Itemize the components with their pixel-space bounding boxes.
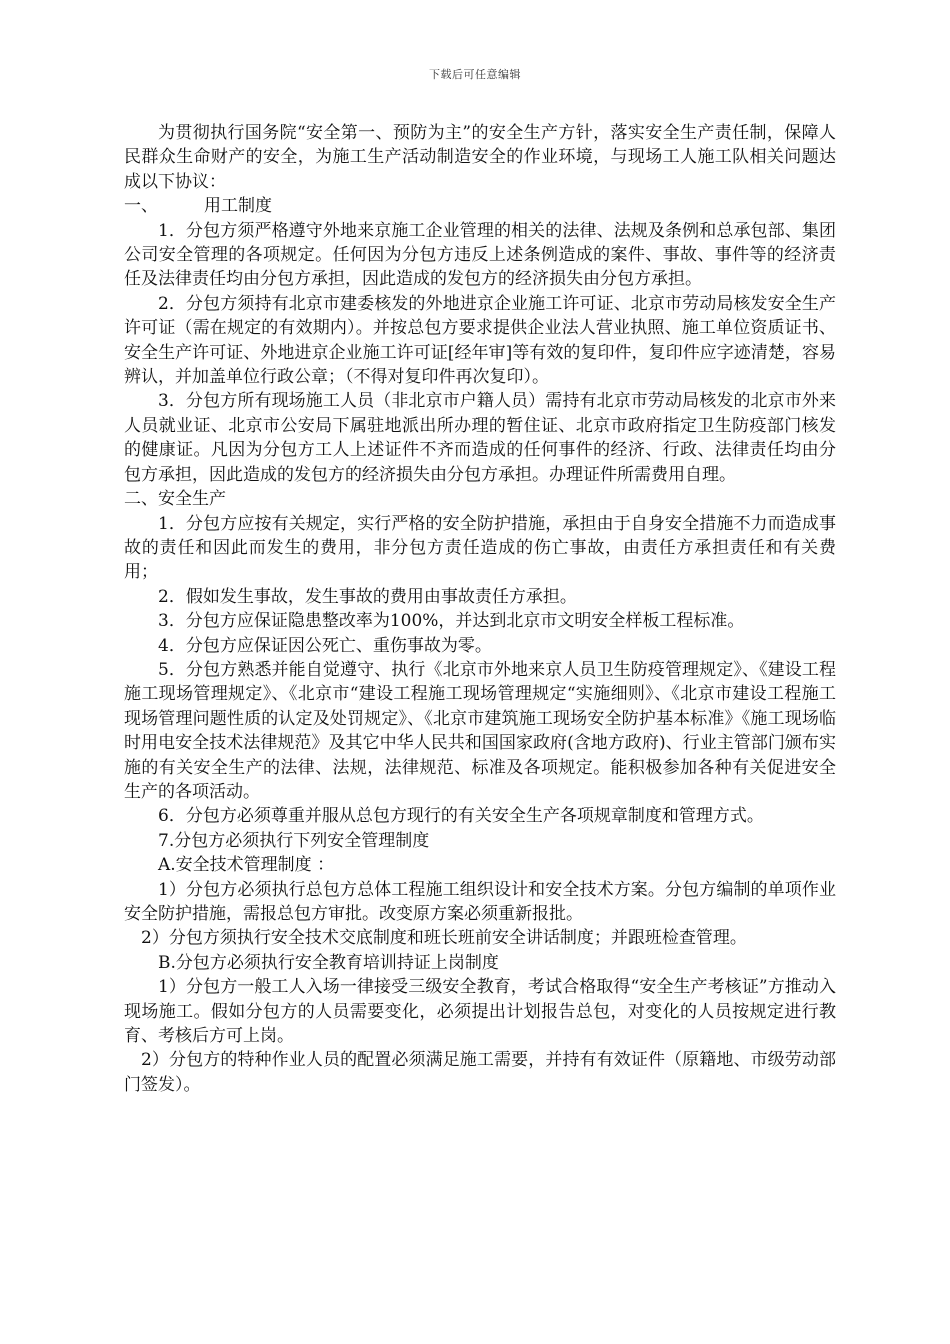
section-1-item: 2．分包方须持有北京市建委核发的外地进京企业施工许可证、北京市劳动局核发安全生产许可证（需在规定的有效期内）。并按总包方要求提供企业法人营业执照、施工单位资质证书、安全生产许可证、外地进京企业施工许可证[经年审]等有效的复印件，复印件应字迹清楚，容易辨认，并加盖单位行政公章；（不得对复印件再次复印）。 [124, 293, 836, 388]
document-body [124, 121, 836, 1097]
subsection-a-item: 1）分包方必须执行总包方总体工程施工组织设计和安全技术方案。分包方编制的单项作业安全防护措施，需报总包方审批。改变原方案必须重新报批。 [124, 879, 836, 924]
section-1-heading [124, 194, 836, 218]
subsection-a-item: 2）分包方须执行安全技术交底制度和班长班前安全讲话制度；并跟班检查管理。 [141, 928, 747, 949]
section-2-item: 5．分包方熟悉并能自觉遵守、执行《北京市外地来京人员卫生防疫管理规定》、《建设工程施工现场管理规定》、《北京市“建设工程施工现场管理规定“实施细则》、《北京市建设工程施工现场管理问题性质的认定及处罚规定》、《北京市建筑施工现场安全防护基本标准》《施工现场临时用电安全技术法律规范》及其它中华人民共和国国家政府(含地方政府)、行业主管部门颁布实施的有关安全生产的法律、法规，法律规范、标准及各项规定。能积极参加各种有关促进安全生产的各项活动。 [124, 659, 836, 802]
subsection-b-item: 2）分包方的特种作业人员的配置必须满足施工需要，并持有有效证件（原籍地、市级劳动部门签发）。 [124, 1050, 836, 1095]
intro-paragraph: 为贯彻执行国务院“安全第一、预防为主”的安全生产方针，落实安全生产责任制，保障人民群众生命财产的安全，为施工生产活动制造安全的作业环境，与现场工人施工队相关问题达成以下协议： [124, 123, 836, 192]
section-1-number: 一、 [124, 196, 158, 217]
section-2-item: 1．分包方应按有关规定，实行严格的安全防护措施，承担由于自身安全措施不力而造成事故的责任和因此而发生的费用，非分包方责任造成的伤亡事故，由责任方承担责任和有关费用； [124, 513, 836, 583]
section-2-item: 6．分包方必须尊重并服从总包方现行的有关安全生产各项规章制度和管理方式。 [158, 806, 764, 827]
section-2-heading: 二、安全生产 [124, 489, 226, 510]
section-2-item: 4．分包方应保证因公死亡、重伤事故为零。 [158, 635, 492, 656]
section-1-item: 3．分包方所有现场施工人员（非北京市户籍人员）需持有北京市劳动局核发的北京市外来人员就业证、北京市公安局下属驻地派出所办理的暂住证、北京市政府指定卫生防疫部门核发的健康证。凡因为分包方工人上述证件不齐而造成的任何事件的经济、行政、法律责任均由分包方承担，因此造成的发包方的经济损失由分包方承担。办理证件所需费用自理。 [124, 391, 836, 485]
section-2-item: 2．假如发生事故，发生事故的费用由事故责任方承担。 [158, 586, 577, 607]
section-2-item: 7.分包方必须执行下列安全管理制度 [158, 830, 430, 851]
section-2-item: 3．分包方应保证隐患整改率为100%，并达到北京市文明安全样板工程标准。 [158, 611, 745, 632]
subsection-a-heading: A.安全技术管理制度 ： [158, 855, 335, 876]
subsection-b-heading: B.分包方必须执行安全教育培训持证上岗制度 [158, 952, 499, 973]
section-1-item: 1．分包方须严格遵守外地来京施工企业管理的相关的法律、法规及条例和总承包部、集团公司安全管理的各项规定。任何因为分包方违反上述条例造成的案件、事故、事件等的经济责任及法律责任均由分包方承担，因此造成的发包方的经济损失由分包方承担。 [124, 220, 836, 290]
subsection-b-item: 1）分包方一般工人入场一律接受三级安全教育，考试合格取得“安全生产考核证”方推动入现场施工。假如分包方的人员需要变化，必须提出计划报告总包，对变化的人员按规定进行教育、考核后方可上岗。 [124, 977, 836, 1047]
page-header: 下载后可任意编辑 [429, 68, 521, 81]
section-1-title: 用工制度 [204, 196, 272, 217]
